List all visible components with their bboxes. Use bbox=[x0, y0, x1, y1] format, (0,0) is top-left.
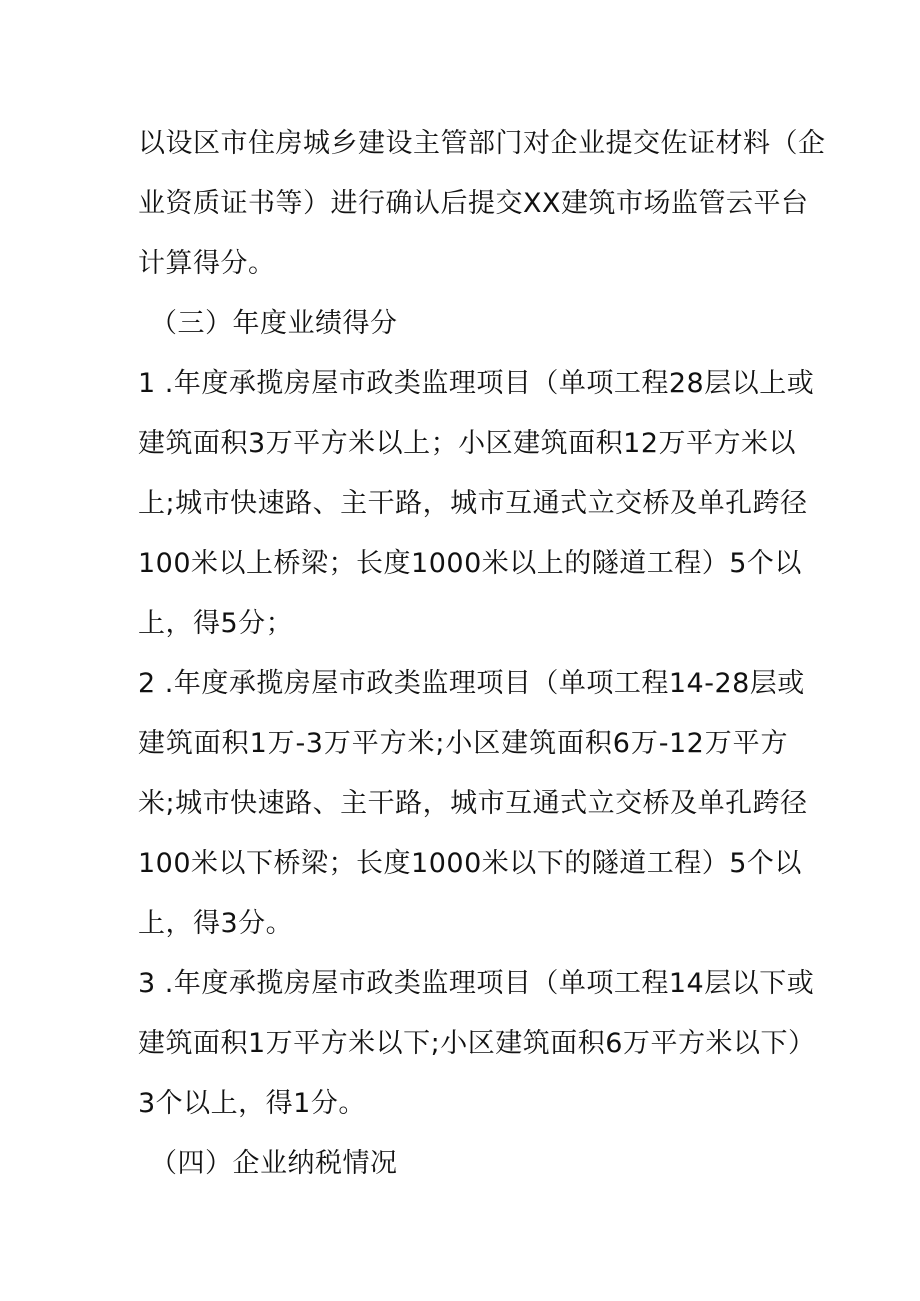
item-2-line-2: 建筑面积1万-3万平方米;小区建筑面积6万-12万平方 bbox=[138, 728, 788, 759]
item-2-line-1: 2 .年度承揽房屋市政类监理项目（单项工程14-28层或 bbox=[138, 668, 805, 699]
intro-line-2: 业资质证书等）进行确认后提交XX建筑市场监管云平台 bbox=[138, 188, 809, 219]
section-heading-3: （三）年度业绩得分 bbox=[150, 308, 398, 339]
section-heading-4: （四）企业纳税情况 bbox=[150, 1148, 398, 1179]
item-3-line-3: 3个以上，得1分。 bbox=[138, 1088, 366, 1119]
item-2-line-5: 上，得3分。 bbox=[138, 908, 294, 939]
item-3-line-1: 3 .年度承揽房屋市政类监理项目（单项工程14层以下或 bbox=[138, 968, 815, 999]
item-1-line-4: 100米以上桥梁；长度1000米以上的隧道工程）5个以 bbox=[138, 548, 802, 579]
item-3-line-2: 建筑面积1万平方米以下;小区建筑面积6万平方米以下） bbox=[138, 1028, 816, 1059]
item-1-line-2: 建筑面积3万平方米以上；小区建筑面积12万平方米以 bbox=[138, 428, 797, 459]
intro-line-1: 以设区市住房城乡建设主管部门对企业提交佐证材料（企 bbox=[138, 128, 826, 159]
item-1-line-3: 上;城市快速路、主干路，城市互通式立交桥及单孔跨径 bbox=[138, 488, 808, 519]
item-2-line-4: 100米以下桥梁；长度1000米以下的隧道工程）5个以 bbox=[138, 848, 802, 879]
item-1-line-5: 上，得5分； bbox=[138, 608, 294, 639]
item-1-line-1: 1 .年度承揽房屋市政类监理项目（单项工程28层以上或 bbox=[138, 368, 815, 399]
intro-line-3: 计算得分。 bbox=[138, 248, 276, 279]
item-2-line-3: 米;城市快速路、主干路，城市互通式立交桥及单孔跨径 bbox=[138, 788, 808, 819]
